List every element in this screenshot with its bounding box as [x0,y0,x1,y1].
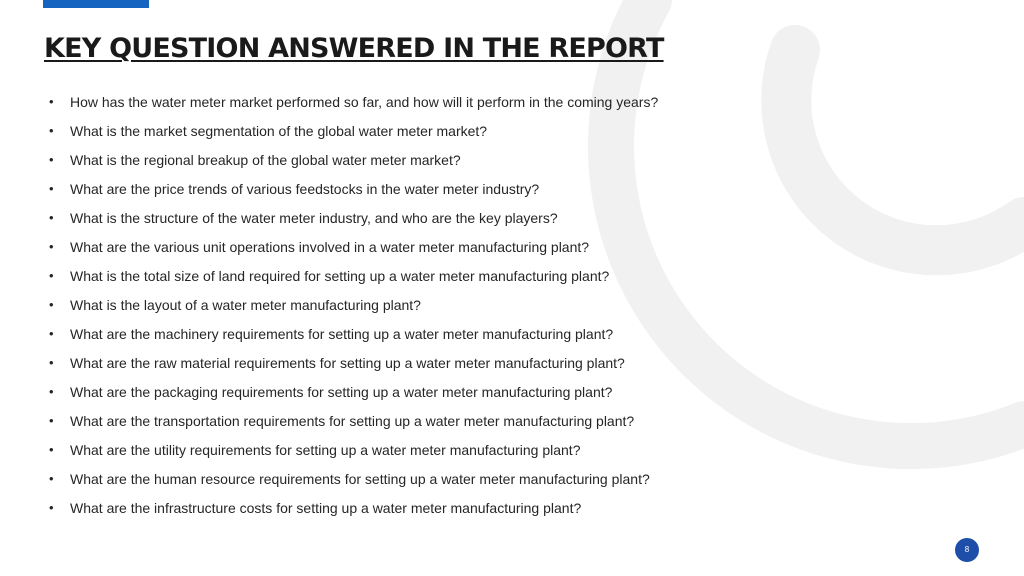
outer-arc [611,0,1024,446]
list-item [48,205,658,234]
bullet-icon: • [49,384,54,399]
question-text: What is the structure of the water meter industry, and who are the key players? [70,210,558,226]
list-item [48,466,658,495]
question-text: What is the total size of land required for setting up a water meter manufacturing plant? [70,268,610,284]
question-list [48,89,658,524]
question-text: What are the various unit operations involved in a water meter manufacturing plant? [70,239,590,255]
list-item [48,292,658,321]
list-item [48,118,658,147]
bullet-icon: • [49,210,54,225]
list-item [48,89,658,118]
question-text: What are the machinery requirements for setting up a water meter manufacturing plant? [70,326,614,342]
page-number-badge: 8 [955,538,979,562]
bullet-icon: • [49,297,54,312]
question-text: What are the raw material requirements for setting up a water meter manufacturing plant? [70,355,625,371]
bullet-icon: • [49,181,54,196]
list-item [48,350,658,379]
question-text: What is the market segmentation of the global water meter market? [70,123,488,139]
list-item [48,379,658,408]
bullet-icon: • [49,123,54,138]
bullet-icon: • [49,152,54,167]
list-item [48,321,658,350]
question-text: How has the water meter market performed so far, and how will it perform in the coming years? [70,94,659,110]
list-item [48,263,658,292]
list-item [48,234,658,263]
question-text: What are the transportation requirements for setting up a water meter manufacturing plant? [70,413,635,429]
question-text: What are the human resource requirements for setting up a water meter manufacturing plant? [70,471,650,487]
bullet-icon: • [49,326,54,341]
inner-arc [786,50,1024,250]
bullet-icon: • [49,442,54,457]
page-title: KEY QUESTION ANSWERED IN THE REPORT [44,33,664,64]
question-text: What are the utility requirements for setting up a water meter manufacturing plant? [70,442,581,458]
question-text: What is the layout of a water meter manufacturing plant? [70,297,421,313]
bullet-icon: • [49,355,54,370]
list-item [48,176,658,205]
list-item [48,437,658,466]
bullet-icon: • [49,94,54,109]
top-accent-bar [43,0,149,8]
bullet-icon: • [49,471,54,486]
list-item [48,495,658,524]
bullet-icon: • [49,500,54,515]
bullet-icon: • [49,239,54,254]
question-text: What are the packaging requirements for setting up a water meter manufacturing plant? [70,384,613,400]
bullet-icon: • [49,413,54,428]
question-text: What are the price trends of various feedstocks in the water meter industry? [70,181,540,197]
list-item [48,147,658,176]
bullet-icon: • [49,268,54,283]
question-text: What is the regional breakup of the global water meter market? [70,152,461,168]
list-item [48,408,658,437]
question-text: What are the infrastructure costs for setting up a water meter manufacturing plant? [70,500,582,516]
